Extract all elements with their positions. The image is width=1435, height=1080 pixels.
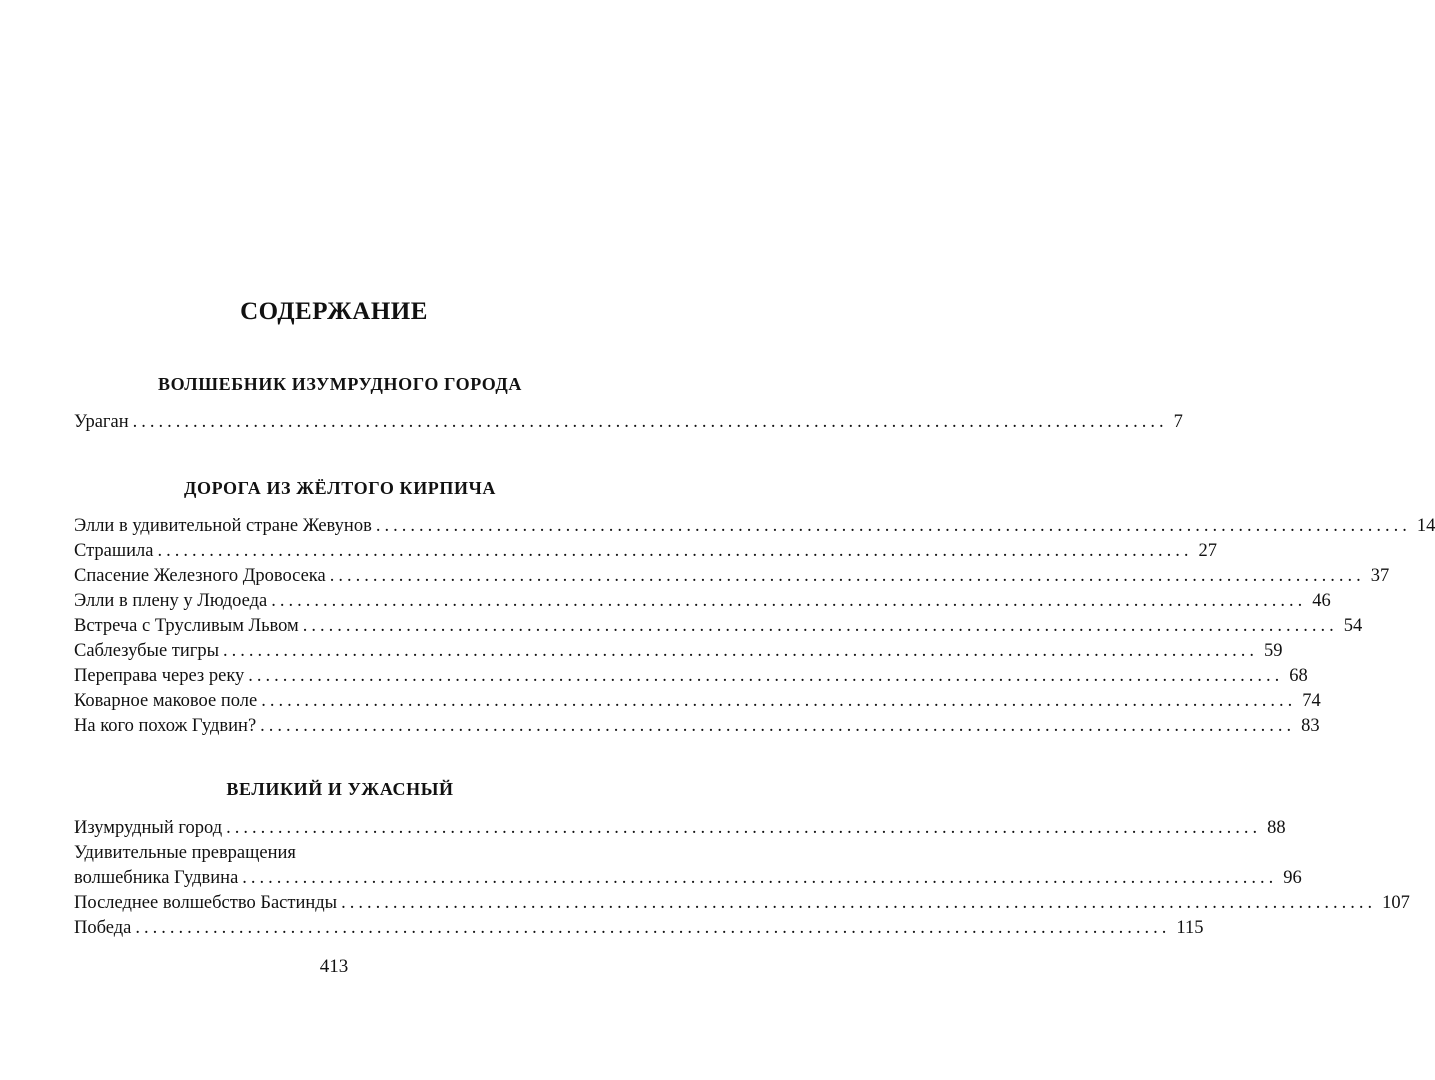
- toc-entry-page: 83: [1301, 716, 1320, 736]
- toc-entry-title: Ураган: [74, 412, 129, 432]
- toc-entry-page: 88: [1267, 818, 1286, 838]
- toc-leader-dots: ........................................................................................................................: [260, 716, 1296, 736]
- toc-leader-dots: ........................................................................................................................: [132, 412, 1168, 432]
- toc-entry: [74, 816, 1286, 841]
- toc-entry-page: 115: [1176, 918, 1204, 938]
- toc-entry: [74, 410, 1183, 435]
- toc-leader-dots: ........................................................................................................................: [302, 616, 1338, 636]
- toc-entry-title: Страшила: [74, 541, 154, 561]
- toc-leader-dots: ........................................................................................................................: [242, 868, 1278, 888]
- toc-entry-title: Спасение Железного Дровосека: [74, 566, 326, 586]
- toc-entry: [74, 664, 1308, 689]
- toc-entry: [74, 614, 1363, 639]
- toc-entry-page: 74: [1302, 691, 1321, 711]
- toc-entry-page: 27: [1198, 541, 1217, 561]
- toc-entry-page: 54: [1343, 616, 1363, 636]
- contents-title: СОДЕРЖАНИЕ: [240, 298, 428, 325]
- toc-entry-page: 14: [1416, 516, 1435, 536]
- toc-entry: [74, 689, 1321, 714]
- toc-entry: [74, 891, 1410, 916]
- toc-entry-title: На кого похож Гудвин?: [74, 716, 257, 736]
- toc-leader-dots: ........................................................................................................................: [157, 541, 1193, 561]
- toc-entry-first-line: [74, 841, 559, 866]
- toc-entry-page: 68: [1289, 666, 1308, 686]
- section-heading-3: ВЕЛИКИЙ И УЖАСНЫЙ: [226, 779, 454, 799]
- toc-entry-title: волшебника Гудвина: [74, 868, 239, 888]
- toc-entry-page: 59: [1264, 641, 1283, 661]
- toc-entry-title-line1: Удивительные превращения: [74, 843, 296, 863]
- toc-leader-dots: ........................................................................................................................: [261, 691, 1297, 711]
- toc-leader-dots: ........................................................................................................................: [271, 591, 1307, 611]
- section-heading-1: ВОЛШЕБНИК ИЗУМРУДНОГО ГОРОДА: [157, 374, 522, 394]
- toc-entry-page: 37: [1370, 566, 1390, 586]
- toc-entry-title: Встреча с Трусливым Львом: [74, 616, 299, 636]
- toc-list-2: [74, 514, 1435, 739]
- toc-leader-dots: ........................................................................................................................: [248, 666, 1284, 686]
- toc-entry: [74, 539, 1217, 564]
- toc-entry: [74, 639, 1283, 664]
- toc-list-1: [74, 410, 1183, 435]
- toc-entry-page: 7: [1173, 412, 1183, 432]
- toc-entry-page: 96: [1283, 868, 1302, 888]
- toc-entry: [74, 916, 1204, 941]
- toc-entry-title: Последнее волшебство Бастинды: [74, 893, 338, 913]
- toc-list-3: [74, 816, 1410, 941]
- toc-entry: [74, 514, 1435, 539]
- toc-entry: [74, 589, 1331, 614]
- toc-leader-dots: ........................................................................................................................: [226, 818, 1262, 838]
- toc-entry-title: Переправа через реку: [74, 666, 245, 686]
- toc-leader-dots: ........................................................................................................................: [375, 516, 1411, 536]
- toc-entry: [74, 714, 1320, 739]
- section-heading-2: ДОРОГА ИЗ ЖЁЛТОГО КИРПИЧА: [183, 478, 497, 498]
- toc-leader-dots: ........................................................................................................................: [341, 893, 1377, 913]
- toc-entry-title: Победа: [74, 918, 132, 938]
- toc-entry-title: Саблезубые тигры: [74, 641, 220, 661]
- page-number: 413: [319, 956, 349, 977]
- toc-entry-title: Коварное маковое поле: [74, 691, 258, 711]
- toc-leader-dots: ........................................................................................................................: [329, 566, 1365, 586]
- toc-entry-title: Элли в удивительной стране Жевунов: [74, 516, 372, 536]
- toc-entry-page: 107: [1382, 893, 1410, 913]
- toc-leader-dots: ........................................................................................................................: [223, 641, 1259, 661]
- toc-entry-title: Элли в плену у Людоеда: [74, 591, 268, 611]
- toc-entry-title: Изумрудный город: [74, 818, 223, 838]
- toc-entry: [74, 564, 1390, 589]
- toc-leader-dots: ........................................................................................................................: [135, 918, 1171, 938]
- toc-entry-page: 46: [1312, 591, 1331, 611]
- toc-entry: [74, 866, 1302, 891]
